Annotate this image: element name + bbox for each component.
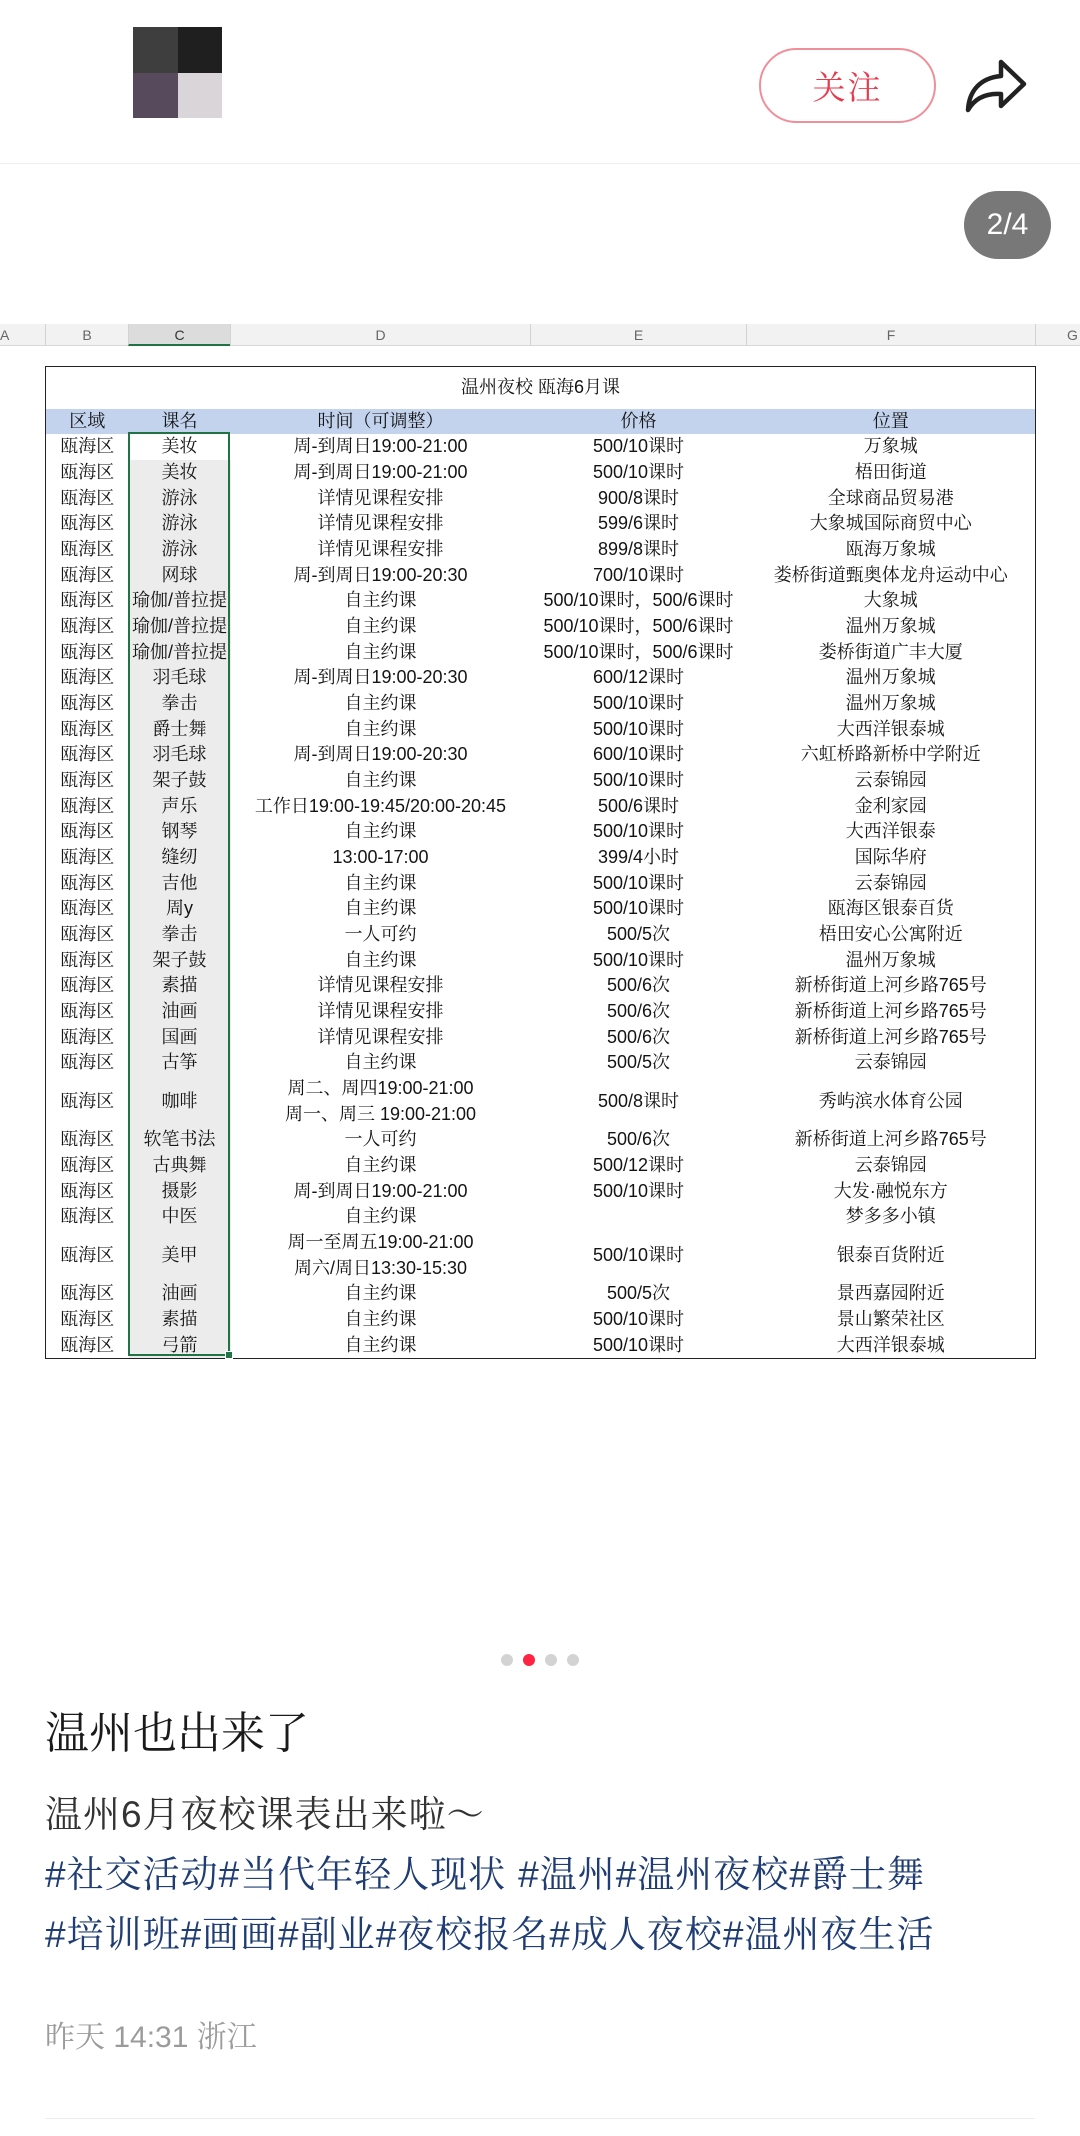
cell-area: 瓯海区 (60, 436, 115, 457)
cell-price: 600/12课时 (592, 667, 685, 688)
cell-course: 弓箭 (129, 1333, 231, 1359)
cell-time: 自主约课 (344, 615, 417, 636)
cell-location: 秀屿滨水体育公园 (818, 1090, 963, 1111)
cell-price: 900/8课时 (597, 487, 680, 508)
cell-price: 500/10课时 (592, 949, 685, 970)
cell-area: 瓯海区 (60, 846, 115, 867)
table-row (46, 768, 1036, 794)
cell-area: 瓯海区 (60, 1090, 115, 1111)
cell-price: 500/10课时 (592, 718, 685, 739)
avatar-pixel (133, 73, 178, 119)
column-letter: A (0, 327, 10, 343)
cell-line: 周一、周三 19:00-21:00 (284, 1103, 477, 1124)
cell-location: 温州万象城 (845, 615, 936, 636)
carousel-dots (501, 1654, 579, 1666)
cell-area: 瓯海区 (60, 1026, 115, 1047)
cell-time: 一人可约 (344, 923, 417, 944)
avatar-pixel (133, 27, 178, 73)
cell-course: 游泳 (129, 537, 231, 563)
cell-course: 古筝 (129, 1050, 231, 1076)
cell-course: 钢琴 (129, 819, 231, 845)
sheet-column-letters (0, 324, 1080, 346)
cell-area: 瓯海区 (60, 795, 115, 816)
cell-area: 瓯海区 (60, 821, 115, 842)
table-row (46, 845, 1036, 871)
follow-button[interactable]: 关注 (759, 48, 936, 123)
table-row (46, 999, 1036, 1025)
cell-course: 美妆 (129, 434, 231, 460)
content-divider (45, 2118, 1035, 2119)
cell-course: 拳击 (129, 691, 231, 717)
cell-area: 瓯海区 (60, 513, 115, 534)
hashtag-link[interactable]: #副业 (278, 1914, 376, 1955)
cell-location: 大西洋银泰城 (836, 718, 945, 739)
avatar-pixel (178, 27, 223, 73)
cell-price: 500/10课时 (592, 769, 685, 790)
table-row (46, 819, 1036, 845)
cell-course: 美妆 (129, 460, 231, 486)
cell-course: 羽毛球 (129, 665, 231, 691)
cell-location: 云泰锦园 (854, 769, 927, 790)
cell-time: 周-到周日19:00-20:30 (293, 744, 468, 765)
schedule-table (45, 366, 1036, 1359)
cell-course: 吉他 (129, 871, 231, 897)
cell-time: 自主约课 (344, 1283, 417, 1304)
hashtag-link[interactable]: #成人夜校 (549, 1914, 723, 1955)
carousel-dot (567, 1654, 579, 1666)
hashtag-line (45, 1905, 1045, 1965)
cell-time: 周-到周日19:00-21:00 (293, 1180, 468, 1201)
cell-line: 周二、周四19:00-21:00 (287, 1077, 474, 1098)
cell-area: 瓯海区 (60, 769, 115, 790)
table-row (46, 1230, 1036, 1281)
cell-price: 500/10课时 (592, 1334, 685, 1355)
cell-area: 瓯海区 (60, 923, 115, 944)
cell-price: 500/10课时 (592, 898, 685, 919)
cell-area: 瓯海区 (60, 1154, 115, 1175)
cell-course: 软笔书法 (129, 1127, 231, 1153)
cell-course: 瑜伽/普拉提 (129, 614, 231, 640)
cell-price: 600/10课时 (592, 744, 685, 765)
carousel-dot-active (523, 1654, 535, 1666)
header-course: 课名 (129, 409, 231, 435)
cell-time: 自主约课 (344, 641, 417, 662)
sheet-title: 温州夜校 瓯海6月课 (46, 367, 1036, 409)
cell-course: 咖啡 (129, 1076, 231, 1127)
table-row (46, 948, 1036, 974)
cell-location: 大西洋银泰城 (836, 1334, 945, 1355)
cell-area: 瓯海区 (60, 1129, 115, 1150)
table-row (46, 486, 1036, 512)
image-carousel[interactable] (0, 164, 1080, 1644)
cell-time: 详情见课程安排 (317, 1026, 444, 1047)
cell-course: 缝纫 (129, 845, 231, 871)
table-row (46, 1179, 1036, 1205)
cell-price: 500/10课时 (592, 1180, 685, 1201)
cell-area: 瓯海区 (60, 461, 115, 482)
table-row (46, 511, 1036, 537)
cell-price: 500/10课时 (592, 872, 685, 893)
cell-price: 700/10课时 (592, 564, 685, 585)
post-body (45, 1785, 1045, 1965)
cell-time: 周-到周日19:00-20:30 (293, 564, 468, 585)
hashtag-link[interactable]: #温州夜生活 (722, 1914, 935, 1955)
cell-location: 全球商品贸易港 (827, 487, 954, 508)
column-letter: F (746, 324, 1035, 346)
cell-location: 娄桥街道广丰大厦 (818, 641, 963, 662)
table-row (46, 922, 1036, 948)
cell-course: 拳击 (129, 922, 231, 948)
cell-time: 自主约课 (344, 590, 417, 611)
cell-area: 瓯海区 (60, 590, 115, 611)
cell-area: 瓯海区 (60, 1283, 115, 1304)
cell-area: 瓯海区 (60, 487, 115, 508)
cell-course: 游泳 (129, 511, 231, 537)
cell-area: 瓯海区 (60, 1244, 115, 1265)
column-letter-selected: C (128, 324, 230, 346)
cell-time: 周-到周日19:00-21:00 (293, 436, 468, 457)
cell-area: 瓯海区 (60, 718, 115, 739)
cell-price: 500/5次 (606, 1052, 671, 1073)
carousel-dot (501, 1654, 513, 1666)
cell-area: 瓯海区 (60, 898, 115, 919)
carousel-dot (545, 1654, 557, 1666)
table-row (46, 537, 1036, 563)
cell-area: 瓯海区 (60, 1180, 115, 1201)
cell-price: 500/10课时 (592, 436, 685, 457)
hashtag-link[interactable]: #爵士舞 (789, 1854, 925, 1895)
cell-price: 500/6课时 (597, 795, 680, 816)
cell-time: 自主约课 (344, 898, 417, 919)
cell-location: 大象城 (863, 590, 918, 611)
cell-price: 500/10课时 (592, 1309, 685, 1330)
table-row (46, 434, 1036, 460)
table-row (46, 460, 1036, 486)
cell-price: 500/10课时 (592, 1244, 685, 1265)
cell-area: 瓯海区 (60, 949, 115, 970)
cell-price: 399/4小时 (597, 846, 680, 867)
cell-area: 瓯海区 (60, 615, 115, 636)
cell-location: 景山繁荣社区 (836, 1309, 945, 1330)
cell-location: 金利家园 (854, 795, 927, 816)
cell-price: 500/10课时，500/6课时 (543, 641, 734, 662)
cell-time: 工作日19:00-19:45/20:00-20:45 (254, 795, 507, 816)
cell-price: 500/12课时 (592, 1154, 685, 1175)
cell-area: 瓯海区 (60, 641, 115, 662)
cell-area: 瓯海区 (60, 975, 115, 996)
cell-time (231, 1076, 531, 1127)
table-row (46, 691, 1036, 717)
hashtag-line (45, 1845, 1045, 1905)
cell-location: 梧田街道 (854, 461, 927, 482)
table-row (46, 563, 1036, 589)
sheet-title-row (46, 367, 1036, 409)
cell-price: 899/8课时 (597, 538, 680, 559)
cell-location: 银泰百货附近 (836, 1244, 945, 1265)
cell-course: 中医 (129, 1204, 231, 1230)
cell-price: 500/5次 (606, 923, 671, 944)
cell-location: 云泰锦园 (854, 1154, 927, 1175)
cell-time: 自主约课 (344, 872, 417, 893)
cell-time: 自主约课 (344, 692, 417, 713)
cell-location: 梧田安心公寓附近 (818, 923, 963, 944)
table-row (46, 588, 1036, 614)
post-timestamp-location: 昨天 14:31 浙江 (45, 2021, 257, 2054)
share-button[interactable] (964, 54, 1028, 116)
cell-area: 瓯海区 (60, 538, 115, 559)
table-row (46, 794, 1036, 820)
cell-time: 周-到周日19:00-21:00 (293, 461, 468, 482)
post-body-text: 温州6月夜校课表出来啦～ (45, 1794, 485, 1835)
cell-location: 大西洋银泰 (845, 821, 936, 842)
cell-price (531, 1204, 747, 1230)
cell-price: 500/6次 (606, 1129, 671, 1150)
cell-location: 万象城 (863, 436, 918, 457)
column-letter: E (530, 324, 746, 346)
cell-location: 大发·融悦东方 (833, 1180, 948, 1201)
cell-course: 周y (129, 896, 231, 922)
cell-price: 500/6次 (606, 975, 671, 996)
cell-price: 500/10课时 (592, 461, 685, 482)
cell-course: 美甲 (129, 1230, 231, 1281)
cell-area: 瓯海区 (60, 1052, 115, 1073)
cell-location: 六虹桥路新桥中学附近 (800, 744, 981, 765)
image-counter: 2/4 (964, 191, 1051, 259)
cell-location: 云泰锦园 (854, 1052, 927, 1073)
hashtag-link[interactable]: #当代年轻人现状 (218, 1854, 507, 1895)
cell-area: 瓯海区 (60, 1000, 115, 1021)
cell-time: 详情见课程安排 (317, 487, 444, 508)
cell-location: 娄桥街道甄奥体龙舟运动中心 (773, 564, 1008, 585)
table-row (46, 717, 1036, 743)
table-row (46, 1333, 1036, 1359)
cell-area: 瓯海区 (60, 692, 115, 713)
cell-course: 油画 (129, 999, 231, 1025)
cell-course: 架子鼓 (129, 768, 231, 794)
cell-area: 瓯海区 (60, 1206, 115, 1227)
table-row (46, 742, 1036, 768)
cell-location: 新桥街道上河乡路765号 (794, 1129, 987, 1150)
table-row (46, 1281, 1036, 1307)
header-price: 价格 (531, 409, 747, 435)
cell-course: 游泳 (129, 486, 231, 512)
cell-area: 瓯海区 (60, 667, 115, 688)
cell-location: 新桥街道上河乡路765号 (794, 1026, 987, 1047)
table-row (46, 871, 1036, 897)
table-row (46, 1153, 1036, 1179)
author-avatar[interactable] (133, 27, 222, 118)
hashtag-link[interactable]: #社交活动 (45, 1854, 219, 1895)
cell-price: 500/5次 (606, 1283, 671, 1304)
table-row (46, 1076, 1036, 1127)
cell-course: 素描 (129, 1307, 231, 1333)
cell-location: 梦多多小镇 (845, 1206, 936, 1227)
cell-time: 自主约课 (344, 1154, 417, 1175)
sheet-header-row (46, 409, 1036, 435)
table-row (46, 1050, 1036, 1076)
cell-course: 油画 (129, 1281, 231, 1307)
table-row (46, 973, 1036, 999)
table-row (46, 640, 1036, 666)
cell-area: 瓯海区 (60, 872, 115, 893)
cell-location: 新桥街道上河乡路765号 (794, 1000, 987, 1021)
table-row (46, 1025, 1036, 1051)
cell-time: 自主约课 (344, 1334, 417, 1355)
cell-time: 自主约课 (344, 1309, 417, 1330)
column-letter: B (45, 324, 128, 346)
cell-location: 大象城国际商贸中心 (809, 513, 972, 534)
header-area: 区域 (46, 409, 129, 435)
cell-time: 自主约课 (344, 769, 417, 790)
table-row (46, 1127, 1036, 1153)
cell-price: 500/6次 (606, 1026, 671, 1047)
cell-area: 瓯海区 (60, 744, 115, 765)
cell-time: 一人可约 (344, 1129, 417, 1150)
cell-course: 架子鼓 (129, 948, 231, 974)
cell-time: 自主约课 (344, 1052, 417, 1073)
cell-time: 自主约课 (344, 718, 417, 739)
cell-line: 周一至周五19:00-21:00 (287, 1232, 474, 1252)
cell-area: 瓯海区 (60, 564, 115, 585)
post-title: 温州也出来了 (45, 1709, 309, 1758)
cell-time: 13:00-17:00 (332, 846, 429, 867)
cell-price: 500/10课时，500/6课时 (543, 590, 734, 611)
hashtag-link[interactable]: #画画 (180, 1914, 279, 1955)
cell-course: 摄影 (129, 1179, 231, 1205)
cell-course: 爵士舞 (129, 717, 231, 743)
cell-time: 自主约课 (344, 821, 417, 842)
cell-location: 温州万象城 (845, 667, 936, 688)
cell-course: 声乐 (129, 794, 231, 820)
cell-area: 瓯海区 (60, 1309, 115, 1330)
cell-time: 详情见课程安排 (317, 975, 444, 996)
share-icon (964, 54, 1028, 116)
cell-time: 自主约课 (344, 949, 417, 970)
cell-location: 景西嘉园附近 (836, 1283, 945, 1304)
cell-time: 详情见课程安排 (317, 513, 444, 534)
cell-course: 羽毛球 (129, 742, 231, 768)
cell-course: 素描 (129, 973, 231, 999)
cell-course: 网球 (129, 563, 231, 589)
column-letter: D (230, 324, 530, 346)
cell-price: 500/8课时 (597, 1090, 680, 1111)
sheet-body (46, 434, 1036, 1359)
cell-time: 自主约课 (344, 1206, 417, 1227)
cell-location: 瓯海区银泰百货 (827, 898, 954, 919)
cell-location: 新桥街道上河乡路765号 (794, 975, 987, 996)
cell-line: 周六/周日13:30-15:30 (293, 1257, 468, 1278)
cell-price: 599/6课时 (597, 513, 680, 534)
hashtag-link[interactable]: #温州 (518, 1854, 616, 1895)
table-row (46, 1307, 1036, 1333)
table-row (46, 1204, 1036, 1230)
cell-price: 500/6次 (606, 1000, 671, 1021)
cell-location: 国际华府 (854, 846, 927, 867)
schedule-sheet (45, 366, 1035, 1359)
cell-course: 国画 (129, 1025, 231, 1051)
hashtag-link[interactable]: #夜校报名 (375, 1914, 550, 1955)
cell-course: 古典舞 (129, 1153, 231, 1179)
table-row (46, 614, 1036, 640)
table-row (46, 896, 1036, 922)
cell-course: 瑜伽/普拉提 (129, 640, 231, 666)
cell-time: 周-到周日19:00-20:30 (293, 667, 468, 688)
header-location: 位置 (747, 409, 1036, 435)
avatar-pixel (178, 73, 223, 119)
cell-location: 温州万象城 (845, 692, 936, 713)
header-time: 时间（可调整） (231, 409, 531, 435)
cell-location: 瓯海万象城 (845, 538, 936, 559)
cell-location: 温州万象城 (845, 949, 936, 970)
cell-time (231, 1230, 531, 1281)
table-row (46, 665, 1036, 691)
hashtag-link[interactable]: #温州夜校 (615, 1854, 790, 1895)
cell-price: 500/10课时，500/6课时 (543, 615, 734, 636)
cell-price: 500/10课时 (592, 821, 685, 842)
cell-time: 详情见课程安排 (317, 538, 444, 559)
cell-price: 500/10课时 (592, 692, 685, 713)
hashtag-link[interactable]: #培训班 (45, 1914, 181, 1955)
column-letter: G (1035, 324, 1080, 346)
cell-course: 瑜伽/普拉提 (129, 588, 231, 614)
cell-area: 瓯海区 (60, 1334, 115, 1355)
cell-location: 云泰锦园 (854, 872, 927, 893)
cell-time: 详情见课程安排 (317, 1000, 444, 1021)
